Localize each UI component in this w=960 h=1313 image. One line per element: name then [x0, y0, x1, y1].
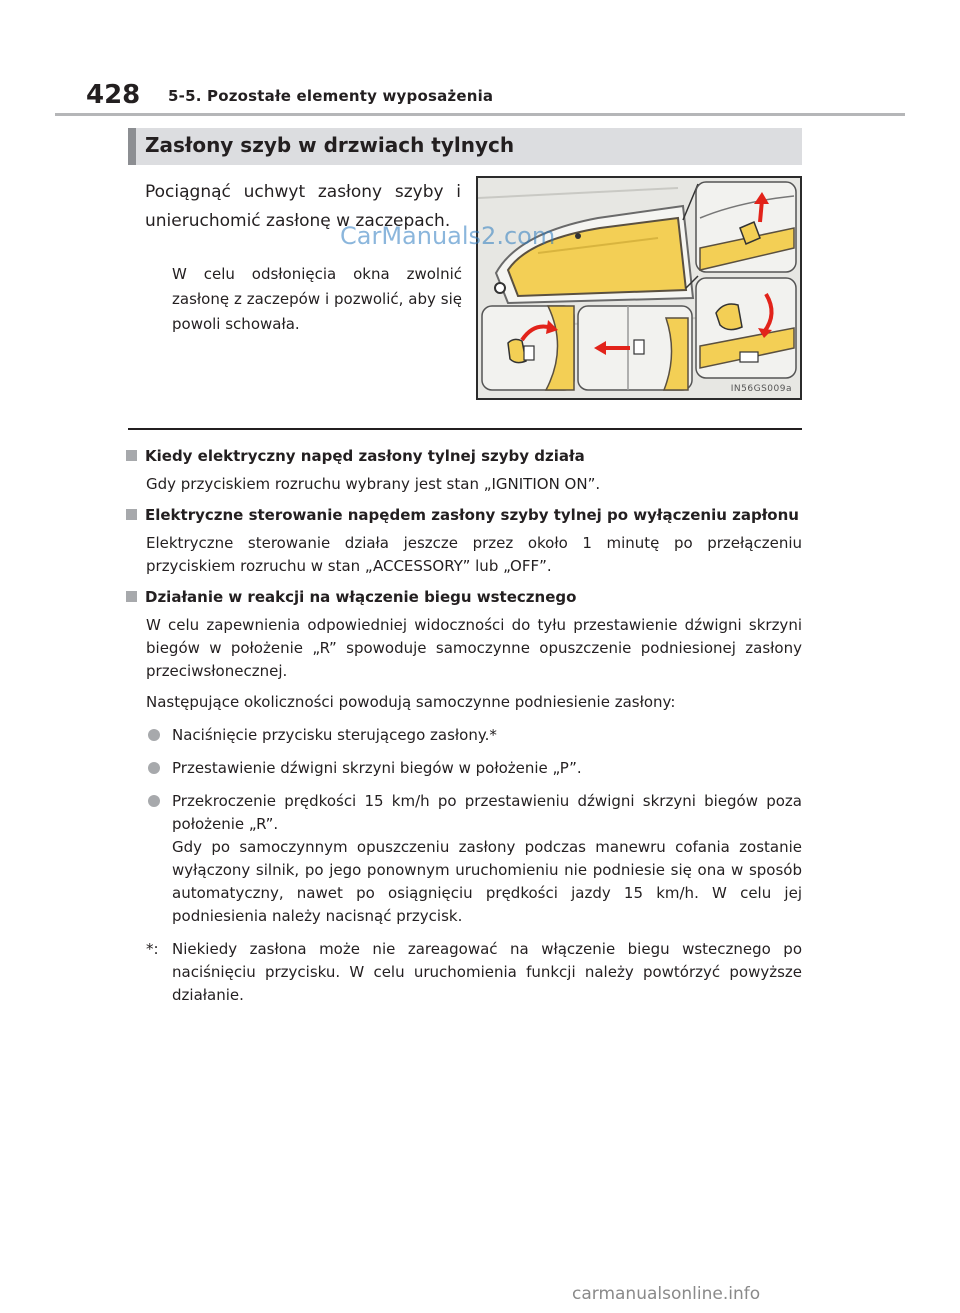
title-bar-tab	[128, 128, 136, 165]
note-heading-after-ignition-off: Elektryczne sterowanie napędem zasłony szyby tylnej po wyłączeniu zapłonu	[126, 504, 802, 527]
list-item: Naciśnięcie przycisku sterującego zasłony.*	[126, 724, 802, 747]
bullet-extra-text: Gdy po samoczynnym opuszczeniu zasłony podczas manewru cofania zostanie wyłączony silnik, po jego ponownym uruchomieniu nie podniesie się ona w sposób automatyczny, nawet po osiągnięciu prędkości jazdy 15 km/h. W celu jej podniesienia należy nacisnąć przycisk.	[172, 838, 802, 925]
illustration-sunshade	[476, 176, 802, 400]
section-title-bar	[128, 128, 802, 165]
watermark-bottom: carmanualsonline.info	[572, 1284, 761, 1304]
page-number: 428	[86, 80, 141, 110]
note-heading-reverse-gear: Działanie w reakcji na włączenie biegu wstecznego	[126, 586, 802, 609]
notes-section	[126, 445, 802, 1007]
square-bullet-icon	[126, 509, 137, 520]
watermark-top: CarManuals2.com	[340, 222, 556, 250]
note-body-raise-conditions: Następujące okoliczności powodują samoczynne podniesienie zasłony:	[146, 693, 676, 711]
list-item: Przestawienie dźwigni skrzyni biegów w położenie „P”.	[126, 757, 802, 780]
page-title: Zasłony szyb w drzwiach tylnych	[145, 133, 515, 157]
header-rule	[55, 113, 905, 116]
intro-note: W celu odsłonięcia okna zwolnić zasłonę z zaczepów i pozwolić, aby się powoli schowała.	[172, 265, 462, 333]
sunshade-diagram	[478, 178, 800, 398]
round-bullet-icon	[148, 762, 160, 774]
round-bullet-icon	[148, 729, 160, 741]
note-body-power-operation: Gdy przyciskiem rozruchu wybrany jest stan „IGNITION ON”.	[146, 475, 601, 493]
section-breadcrumb: 5-5. Pozostałe elementy wyposażenia	[168, 87, 494, 105]
list-item: Przekroczenie prędkości 15 km/h po przestawieniu dźwigni skrzyni biegów poza położenie „R”. Gdy po samoczynnym opuszczeniu zasłony podczas manewru cofania zostanie wyłączony silnik, po jego ponownym uruchomieniu nie podniesie się ona w sposób automatyczny, nawet po osiągnięciu prędkości jazdy 15 km/h. W celu jej podniesienia należy nacisnąć przycisk.	[126, 790, 802, 928]
intro-instruction: Pociągnąć uchwyt zasłony szyby i unieruchomić zasłonę w zaczepach.	[145, 182, 461, 231]
footnote-mark: *:	[146, 940, 159, 958]
section-divider	[128, 428, 802, 430]
square-bullet-icon	[126, 450, 137, 461]
note-heading-power-operation: Kiedy elektryczny napęd zasłony tylnej szyby działa	[126, 445, 802, 468]
page-header	[86, 80, 906, 114]
figure-code: IN56GS009a	[730, 384, 792, 394]
footnote: *: Niekiedy zasłona może nie zareagować na włączenie biegu wstecznego po naciśnięciu przycisku. W celu uruchomienia funkcji należy powtórzyć powyższe działanie.	[146, 940, 802, 1004]
square-bullet-icon	[126, 591, 137, 602]
round-bullet-icon	[148, 795, 160, 807]
note-body-reverse-gear: W celu zapewnienia odpowiedniej widoczności do tyłu przestawienie dźwigni skrzyni biegów w położenie „R” spowoduje samoczynne opuszczenie podniesionej zasłony przeciwsłonecznej.	[146, 616, 802, 680]
note-body-after-ignition-off: Elektryczne sterowanie działa jeszcze przez około 1 minutę po przełączeniu przyciskiem rozruchu w stan „ACCESSORY” lub „OFF”.	[146, 534, 802, 575]
